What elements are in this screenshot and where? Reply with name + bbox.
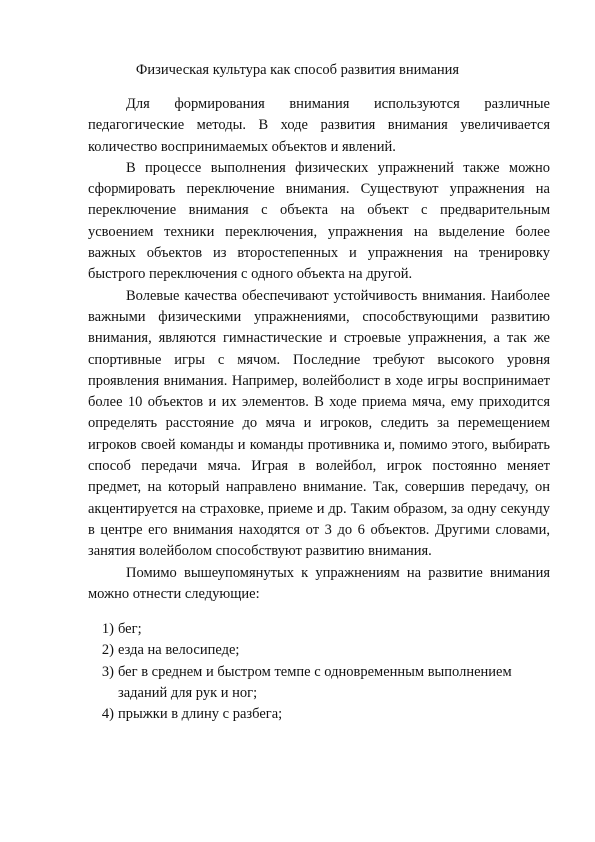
- paragraph-4: Помимо вышеупомянутых к упражнениям на развитие внимания можно отнести следующие:: [88, 564, 550, 602]
- paragraph-3: Волевые качества обеспечивают устойчивость внимания. Наиболее важными физическими упражнениями, способствующими развитию внимания, являются гимнастические и строевые упражнения, а так же спортивные игры с мячом. Последние требуют высокого уровня проявления внимания. Например, волейболист в ходе игры воспринимает более 10 объектов и их элементов. В ходе приема мяча, ему приходится определять расстояние до мяча и игроков, следить за перемещением игроков своей команды и команды противника и, помимо этого, выбирать способ передачи мяча. Играя в волейбол, игрок постоянно меняет предмет, на который направлено внимание. Так, совершив передачу, он акцентируется на страховке, приеме и др. Таким образом, за одну секунду в центре его внимания находятся от 3 до 6 объектов. Другими словами, занятия волейболом способствуют развитию внимания.: [88, 287, 550, 560]
- list-item-text: бег в среднем и быстром темпе с одновременным выполнением заданий для рук и ног;: [118, 663, 512, 702]
- list-item: [88, 704, 550, 725]
- list-item-number: 2): [101, 642, 114, 659]
- list-item: [88, 662, 550, 705]
- list-item: [88, 619, 550, 640]
- list-item: [88, 640, 550, 661]
- list-item-number: 1): [101, 621, 114, 638]
- list-item-text: бег;: [118, 621, 142, 638]
- exercise-list: [88, 619, 550, 725]
- list-item-text: езда на велосипеде;: [118, 642, 240, 659]
- paragraph-1: Для формирования внимания используются различные педагогические методы. В ходе развития внимания увеличивается количество воспринимаемых объектов и явлений.: [88, 96, 550, 155]
- list-item-number: 3): [101, 663, 114, 680]
- list-item-number: 4): [101, 706, 114, 723]
- list-item-text: прыжки в длину с разбега;: [118, 706, 283, 723]
- paragraph-2: В процессе выполнения физических упражнений также можно сформировать переключение внимания. Существуют упражнения на переключение внимания с объекта на объект с предварительным усвоением техники переключения, упражнения на выделение более важных объектов из второстепенных и упражнения на тренировку быстрого переключения с одного объекта на другой.: [88, 159, 550, 283]
- document-title: Физическая культура как способ развития внимания: [135, 62, 460, 78]
- document-body: [88, 94, 550, 726]
